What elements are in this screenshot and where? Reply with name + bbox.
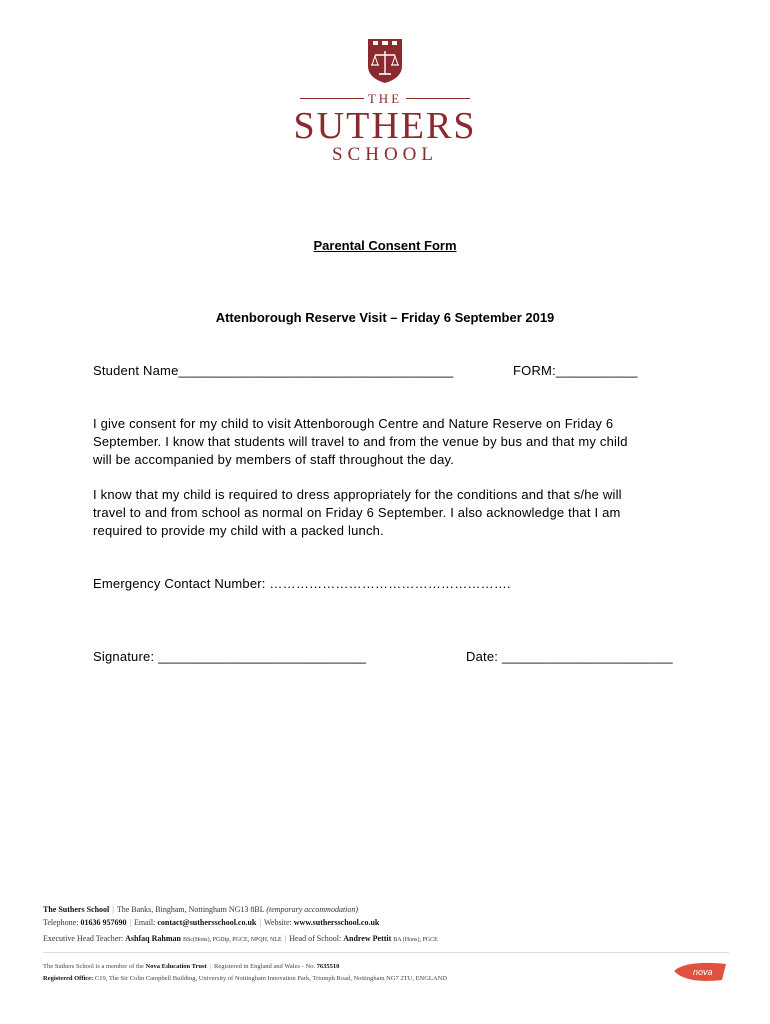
footer-school-name: The Suthers School: [43, 905, 110, 914]
footer-trust-prefix: The Suthers School is a member of the: [43, 963, 144, 970]
signature-blank[interactable]: ____________________________: [158, 649, 367, 664]
consent-line-2: September. I know that students will travel to and from the venue by bus and that my child: [93, 434, 628, 449]
student-name-label: Student Name: [93, 363, 179, 378]
dress-line-3: required to provide my child with a packed lunch.: [93, 523, 384, 538]
logo-rule-right: [406, 98, 470, 99]
consent-line-3: will be accompanied by members of staff throughout the day.: [93, 452, 455, 467]
signature-label: Signature:: [93, 649, 159, 664]
footer-address-note: (temporary accommodation): [266, 905, 359, 914]
footer-website[interactable]: www.suthersschool.co.uk: [293, 918, 380, 927]
footer-line-5: [43, 975, 447, 982]
form-label: FORM:: [513, 363, 556, 378]
logo-rule-left: [300, 98, 364, 99]
logo-school: SCHOOL: [331, 144, 438, 165]
form-class-field[interactable]: [513, 363, 638, 378]
footer-exec-head-label: Executive Head Teacher:: [43, 934, 124, 943]
consent-line-1: I give consent for my child to visit Attenborough Centre and Nature Reserve on Friday 6: [93, 416, 614, 431]
footer-email-label: Email:: [134, 918, 156, 927]
emergency-contact-field[interactable]: Emergency Contact Number: ……………………………………………….: [93, 576, 511, 591]
nova-logo: [672, 958, 728, 984]
footer-trust-name: Nova Education Trust: [145, 963, 207, 970]
footer-divider: [43, 952, 729, 953]
logo-suthers: SUTHERS: [293, 105, 477, 147]
signature-field[interactable]: [93, 649, 366, 664]
footer-line-3: Executive Head Teacher: Ashfaq Rahman BSc(Hons), PGDip, PGCE, NPQH, NLE | Head of School: Andrew Pettit BA (Hons), PGCE: [43, 934, 438, 943]
date-label: Date:: [466, 649, 502, 664]
footer-address: The Banks, Bingham, Nottingham NG13 8BL: [116, 905, 265, 914]
footer-email[interactable]: contact@suthersschool.co.uk: [157, 918, 257, 927]
scales-crest-icon: [367, 38, 403, 84]
footer-line-4: The Suthers School is a member of the Nova Education Trust | Registered in England and Wales - No. 7635510: [43, 963, 340, 970]
footer-office-address: C19, The Sir Colin Campbell Building, University of Nottingham Innovation Park, Triumph Road, Nottingham NG7 2TU, ENGLAND: [94, 975, 447, 982]
dress-line-2: travel to and from school as normal on Friday 6 September. I also acknowledge that I am: [93, 505, 621, 520]
footer-head-quals: BA (Hons), PGCE: [393, 937, 438, 943]
footer-head-label: Head of School:: [289, 934, 342, 943]
form-title: Parental Consent Form: [313, 238, 457, 253]
date-blank[interactable]: _______________________: [501, 649, 673, 664]
footer-registered: Registered in England and Wales - No.: [214, 963, 316, 970]
consent-paragraph: [93, 415, 683, 469]
footer-exec-head-quals: BSc(Hons), PGDip, PGCE, NPQH, NLE: [182, 937, 282, 943]
footer-telephone-label: Telephone:: [43, 918, 79, 927]
student-name-field[interactable]: [93, 363, 453, 378]
dress-paragraph: [93, 486, 683, 540]
footer-head-name: Andrew Pettit: [343, 934, 392, 943]
student-name-blank[interactable]: _____________________________________: [178, 363, 454, 378]
logo-the: THE: [367, 91, 403, 106]
footer-website-label: Website:: [263, 918, 292, 927]
footer-reg-no: 7635510: [316, 963, 340, 970]
nova-leaf-icon: [672, 958, 728, 984]
dress-line-1: I know that my child is required to dress appropriately for the conditions and that s/he will: [93, 487, 622, 502]
form-subtitle: Attenborough Reserve Visit – Friday 6 September 2019: [215, 310, 555, 325]
form-blank[interactable]: ___________: [555, 363, 638, 378]
nova-logo-text: nova: [693, 967, 713, 977]
footer-office-label: Registered Office:: [43, 975, 94, 982]
date-field[interactable]: [466, 649, 673, 664]
logo-the-row: [290, 90, 480, 108]
school-logo: [290, 38, 480, 166]
footer-exec-head-name: Ashfaq Rahman: [125, 934, 181, 943]
footer-line-1: The Suthers School | The Banks, Bingham, Nottingham NG13 8BL (temporary accommodation): [43, 905, 359, 914]
footer-telephone: 01636 957690: [80, 918, 127, 927]
footer-line-2: Telephone: 01636 957690 | Email: contact@suthersschool.co.uk | Website: www.suthersschool.co.uk: [43, 918, 380, 927]
